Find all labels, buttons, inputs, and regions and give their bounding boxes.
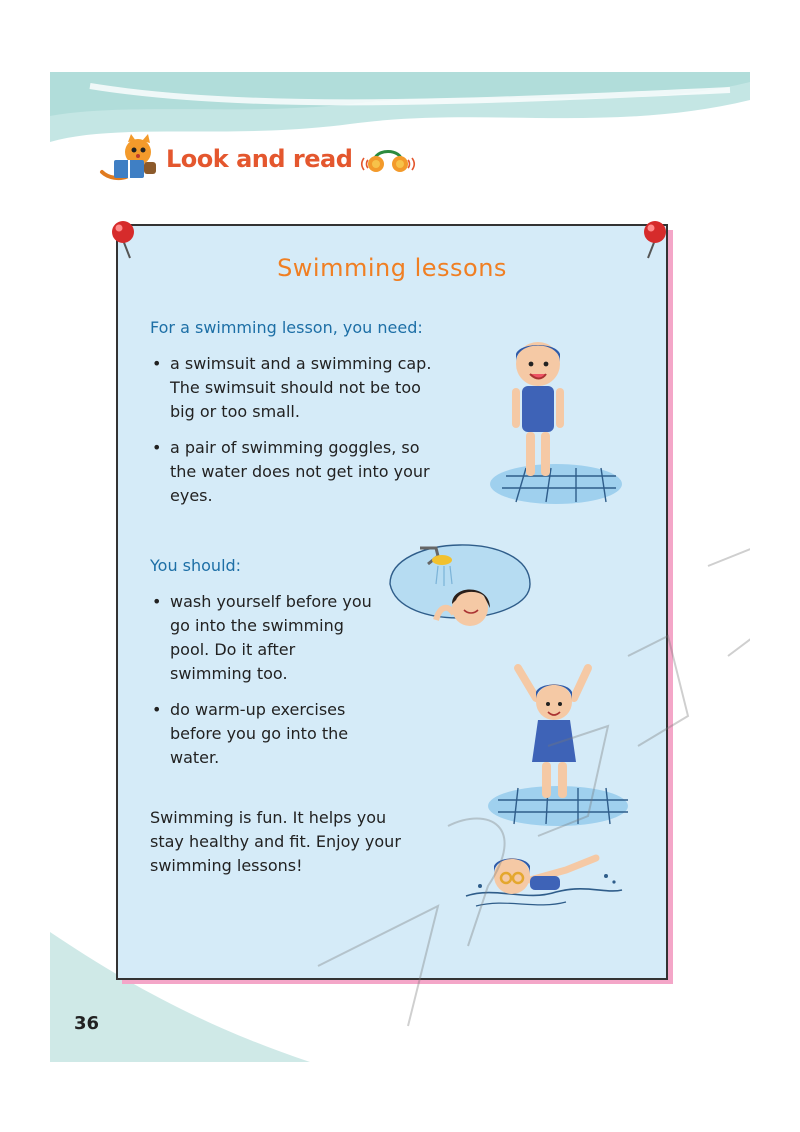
headphones-icon[interactable] [360, 142, 416, 176]
warm-up-girl-illustration [478, 658, 638, 828]
pin-icon [640, 218, 670, 262]
section-header [98, 134, 416, 184]
swimsuit-girl-illustration [466, 336, 626, 506]
should-heading: You should: [150, 556, 242, 575]
closing-text: Swimming is fun. It helps you stay healthy and fit. Enjoy your swimming lessons! [150, 808, 401, 875]
page-number: 36 [74, 1013, 100, 1034]
textbook-page [50, 72, 750, 1062]
card-title: Swimming lessons [277, 254, 507, 282]
pin-icon [108, 218, 138, 262]
reading-card [116, 224, 668, 980]
need-list [150, 352, 450, 520]
list-item: • wash yourself before you go into the swimming pool. Do it after swimming too. [150, 590, 380, 686]
need-heading: For a swimming lesson, you need: [150, 318, 423, 337]
section-title: Look and read [166, 145, 353, 173]
reading-cat-icon [98, 134, 162, 184]
shower-illustration [380, 524, 540, 644]
list-item: • do warm-up exercises before you go into the water. [150, 698, 380, 770]
list-item: • a swimsuit and a swimming cap. The swimsuit should not be too big or too small. [150, 352, 450, 424]
swimmer-illustration [456, 836, 626, 916]
list-item: • a pair of swimming goggles, so the water does not get into your eyes. [150, 436, 450, 508]
should-list [150, 590, 380, 782]
